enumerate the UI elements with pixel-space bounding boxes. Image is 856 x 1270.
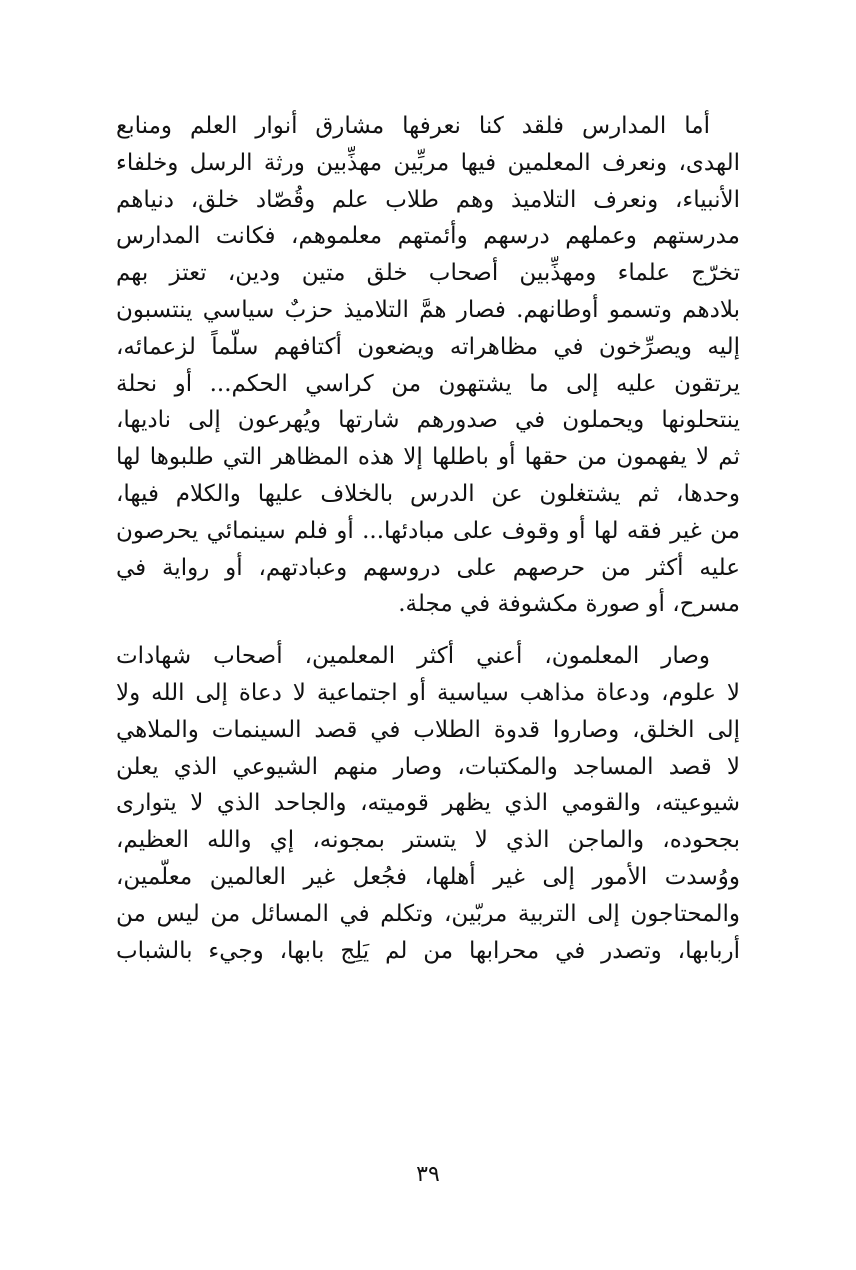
text-line: عليه أكثر من حرصهم على دروسهم وعبادتهم، أو رواية في	[116, 554, 740, 581]
text-line: إلى الخلق، وصاروا قدوة الطلاب في قصد السينمات والملاهي	[116, 716, 740, 743]
text-line: شيوعيته، والقومي الذي يظهر قوميته، والجاحد الذي لا يتوارى	[116, 790, 740, 817]
text-line: مسرح، أو صورة مكشوفة في مجلة.	[398, 591, 740, 618]
text-line: أربابها، وتصدر في محرابها من لم يَلِج بابها، وجيء بالشباب	[116, 937, 740, 964]
text-line: بلادهم وتسمو أوطانهم. فصار همَّ التلاميذ حزبٌ سياسي ينتسبون	[116, 296, 740, 323]
text-line: الأنبياء، ونعرف التلاميذ وهم طلاب علم وقُصّاد خلق، دنياهم	[116, 186, 740, 213]
paragraph-1	[116, 108, 740, 623]
text-line: مدرستهم وعملهم درسهم وأئمتهم معلموهم، فكانت المدارس	[116, 223, 740, 250]
text-line: وحدها، ثم يشتغلون عن الدرس بالخلاف عليها والكلام فيها،	[116, 480, 740, 507]
text-line: إليه ويصرِّخون في مظاهراته ويضعون أكتافهم سلّماً لزعمائه،	[116, 333, 740, 360]
text-line: يرتقون عليه إلى ما يشتهون من كراسي الحكم... أو نحلة	[116, 370, 740, 397]
text-line: ووُسدت الأمور إلى غير أهلها، فجُعل غير العالمين معلّمين،	[116, 863, 740, 890]
text-line: أما المدارس فلقد كنا نعرفها مشارق أنوار العلم ومنابع	[116, 113, 710, 139]
paragraph-2	[116, 638, 740, 969]
text-line: تخرّج علماء ومهذِّبين أصحاب خلق متين ودين، تعتز بهم	[116, 260, 740, 287]
text-line: بجحوده، والماجن الذي لا يتستر بمجونه، إي والله العظيم،	[116, 827, 740, 854]
page-number: ٣٩	[416, 1162, 440, 1187]
text-line: والمحتاجون إلى التربية مربّين، وتكلم في المسائل من ليس من	[116, 900, 740, 927]
text-line: لا علوم، ودعاة مذاهب سياسية أو اجتماعية لا دعاة إلى الله ولا	[116, 679, 740, 706]
text-line: الهدى، ونعرف المعلمين فيها مربِّين مهذِّبين ورثة الرسل وخلفاء	[116, 149, 740, 176]
text-line: ينتحلونها ويحملون في صدورهم شارتها ويُهرعون إلى ناديها،	[116, 407, 740, 434]
text-line: من غير فقه لها أو وقوف على مبادئها... أو فلم سينمائي يحرصون	[116, 517, 740, 544]
body-text	[116, 108, 740, 969]
text-line: لا قصد المساجد والمكتبات، وصار منهم الشيوعي الذي يعلن	[116, 753, 740, 780]
text-line: وصار المعلمون، أعني أكثر المعلمين، أصحاب شهادات	[116, 643, 710, 670]
text-line: ثم لا يفهمون من حقها أو باطلها إلا هذه المظاهر التي طلبوها لها	[116, 444, 740, 471]
